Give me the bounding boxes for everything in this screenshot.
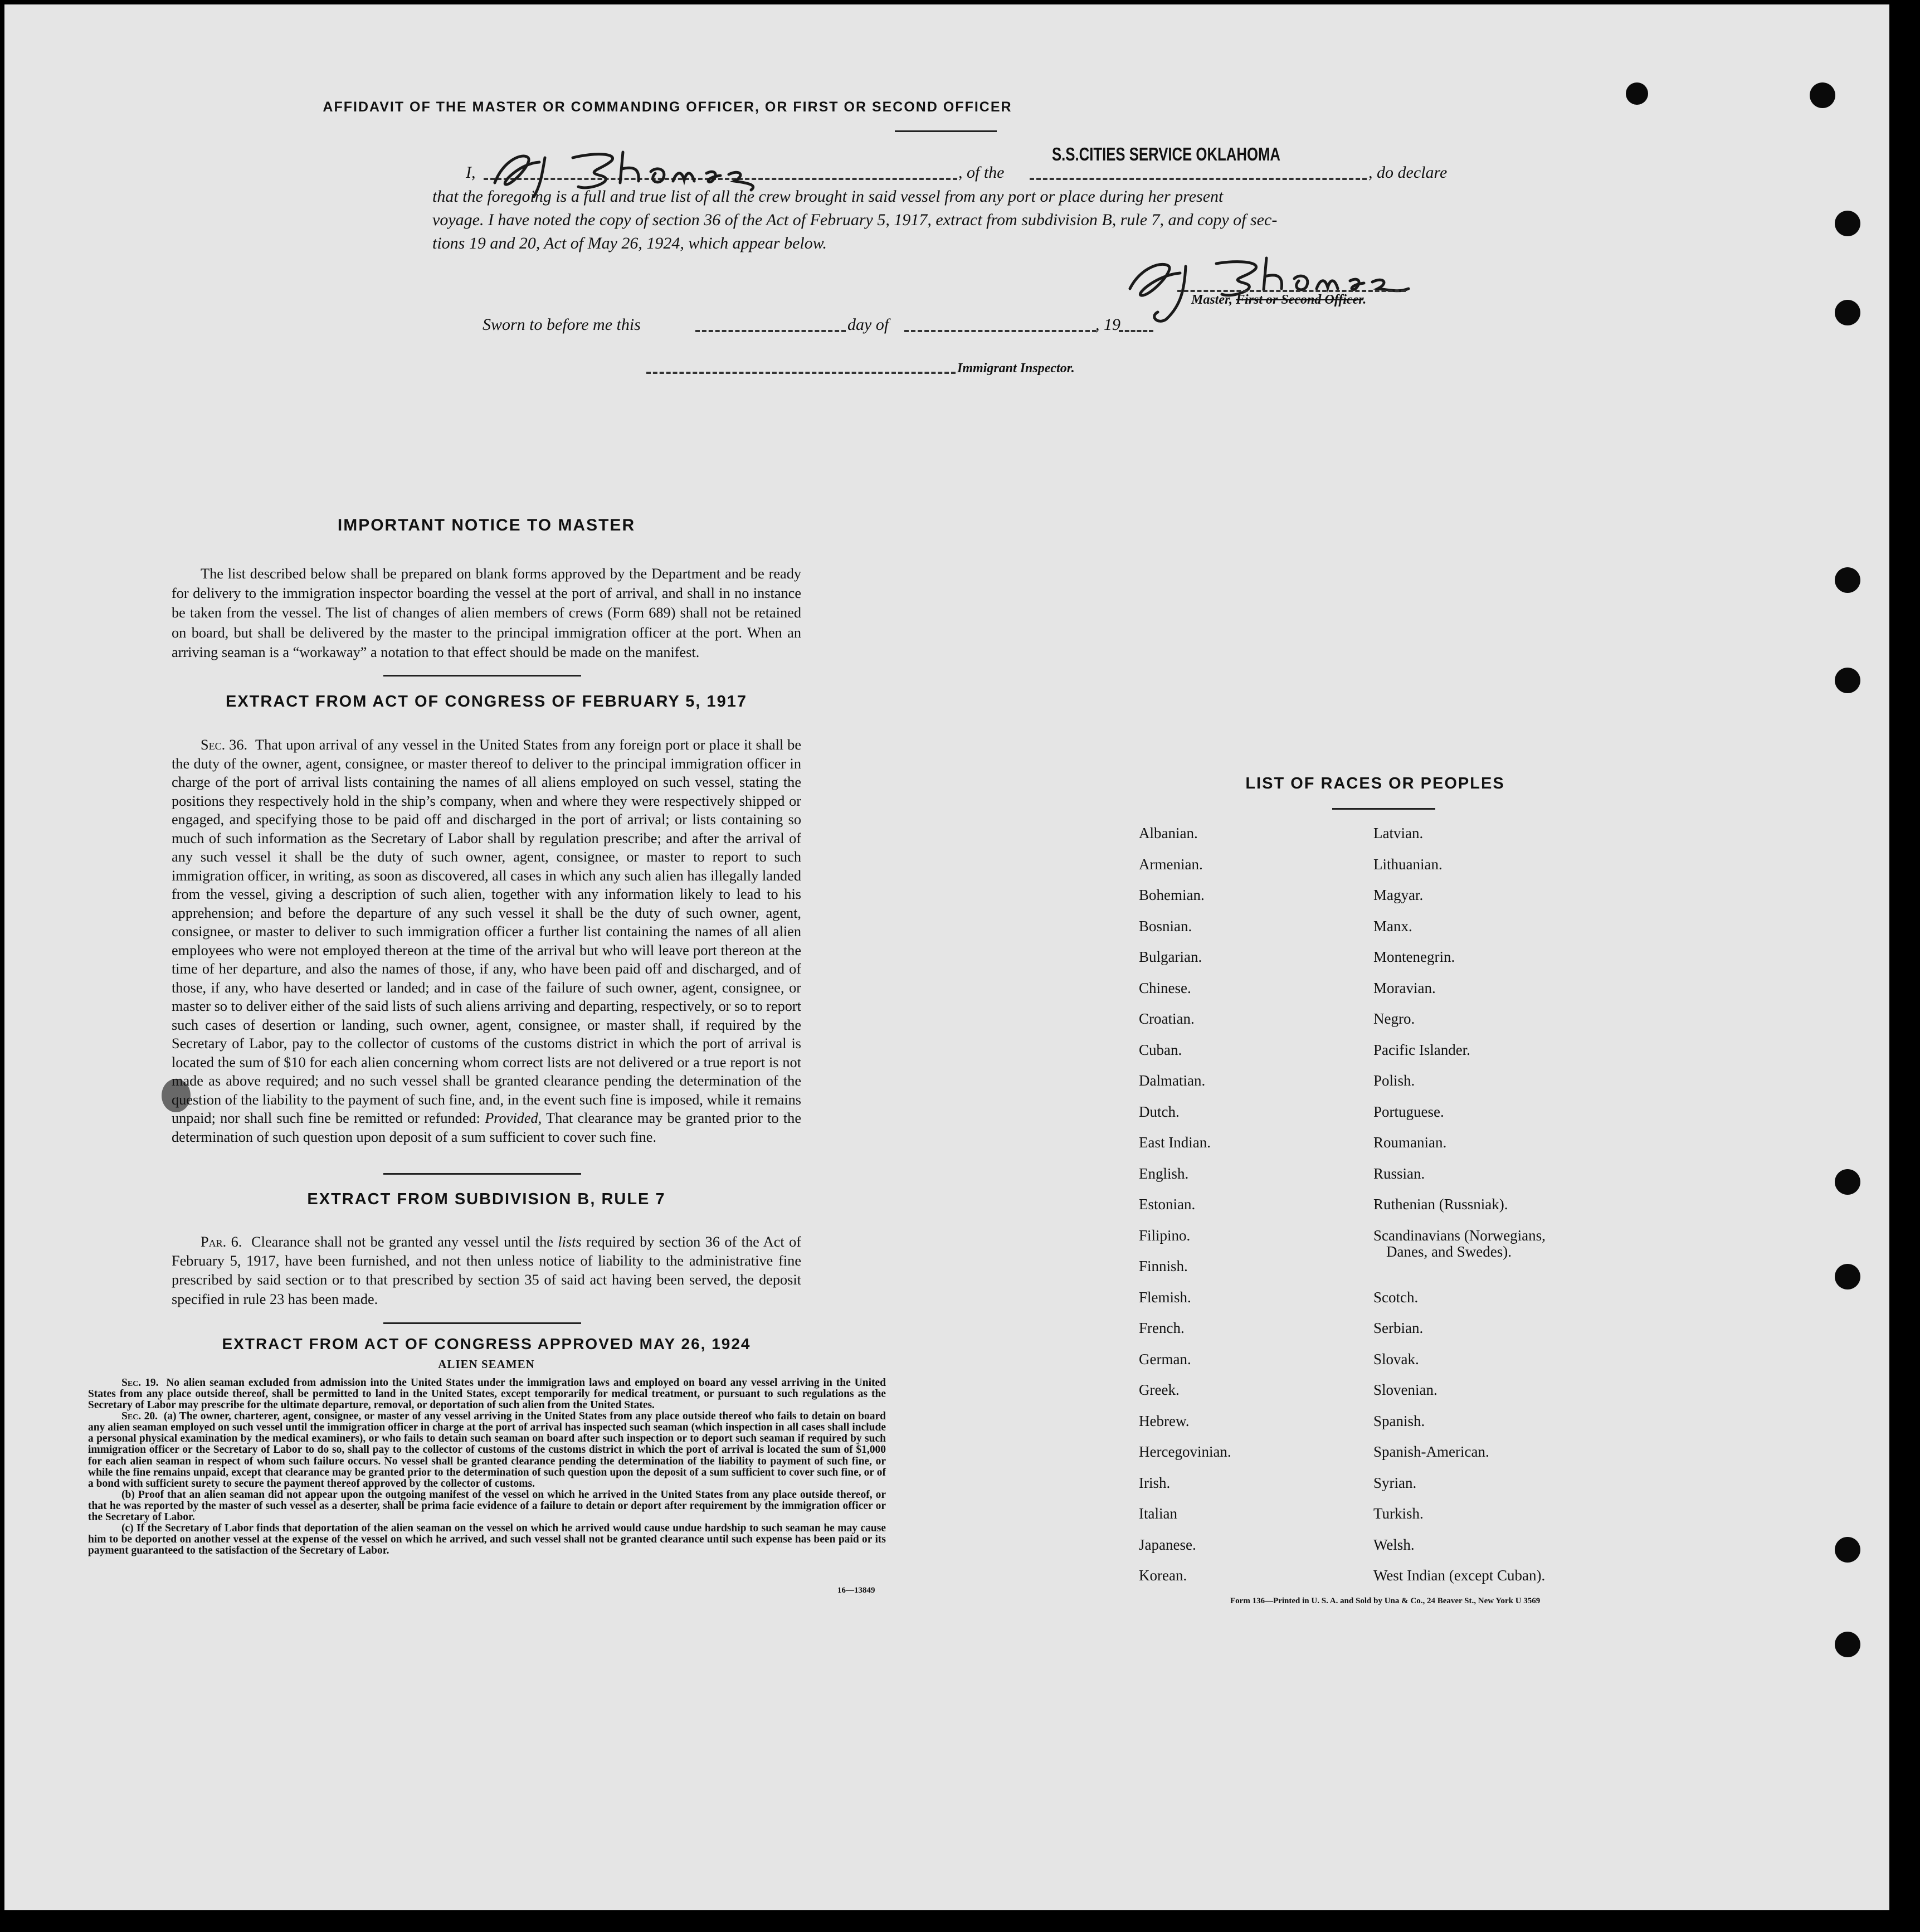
race-left: Bosnian. xyxy=(1139,918,1192,935)
race-left: Greek. xyxy=(1139,1381,1180,1398)
affidavit-of-the: , of the xyxy=(958,163,1005,182)
race-right: Portuguese. xyxy=(1373,1103,1444,1120)
punch-hole xyxy=(1835,567,1860,593)
affidavit-title: AFFIDAVIT OF THE MASTER OR COMMANDING OFFICER, OR FIRST OR SECOND OFFICER xyxy=(323,99,1012,115)
sec20a-paragraph xyxy=(88,1411,886,1490)
sec19-paragraph xyxy=(88,1378,886,1411)
rule7-lists: lists xyxy=(558,1234,582,1250)
race-left: Italian xyxy=(1139,1505,1177,1522)
sec20b-paragraph: (b) Proof that an alien seaman did not appear upon the outgoing manifest of the vessel on which he arrived in the United States from any place outside thereof, or that he was reported by the master of such vessel as a deserter, shall be prima facie evidence of a failure to detain or deport after requirement by the immigration officer or the Secretary of Labor. xyxy=(88,1488,886,1523)
divider xyxy=(895,130,997,132)
race-right: Serbian. xyxy=(1373,1320,1424,1336)
form-sheet xyxy=(4,4,1889,1910)
sec19-label: Sec. 19. xyxy=(121,1377,159,1389)
punch-hole xyxy=(1835,1169,1860,1195)
vessel-fill-line xyxy=(1030,178,1367,180)
rule7-text-b: required by section 36 of the Act of February 5, 1917, have been furnished, and not then unless notice of liability to the administrative fine prescribed by said section or to that prescribed by section 35 of said act having been served, the deposit specified in rule 23 has been made. xyxy=(172,1234,802,1307)
race-left: Estonian. xyxy=(1139,1196,1196,1213)
year-fill-line xyxy=(1119,330,1153,332)
year-prefix: , 19 xyxy=(1095,315,1120,334)
race-right: Slovenian. xyxy=(1373,1381,1437,1398)
race-left: Croatian. xyxy=(1139,1010,1195,1027)
race-left: Hebrew. xyxy=(1139,1413,1190,1429)
signer-role-struck: First or Second Officer xyxy=(1236,293,1363,307)
race-right: Scandinavians (Norwegians, xyxy=(1373,1227,1546,1244)
act1924-subtitle: ALIEN SEAMEN xyxy=(438,1357,535,1371)
race-left: French. xyxy=(1139,1320,1185,1336)
race-left: Japanese. xyxy=(1139,1536,1196,1553)
act1917-body xyxy=(172,736,801,1146)
race-right: Manx. xyxy=(1373,918,1412,935)
race-left: Hercegovinian. xyxy=(1139,1443,1231,1460)
sworn-label: Sworn to before me this xyxy=(483,315,641,334)
act1917-text-end: That clearance may be granted prior to the determination of such question upon deposit of a sum sufficient to cover such fine. xyxy=(172,1110,801,1145)
punch-hole xyxy=(1835,668,1860,693)
affidavit-line-3: voyage. I have noted the copy of section 36 of the Act of February 5, 1917, extract from subdivision B, rule 7, and copy of sec- xyxy=(432,211,1278,229)
punch-hole xyxy=(1835,211,1860,236)
sec20c-paragraph: (c) If the Secretary of Labor finds that deportation of the alien seaman on the vessel on which he arrived would cause undue hardship to such seaman he may cause him to be deported on another vessel at the expense of the vessel on which he arrived, and such vessel shall not be granted clearance until such expense has been paid or its payment guaranteed to the satisfaction of the Secretary of Labor. xyxy=(88,1522,886,1557)
punch-hole xyxy=(1835,1264,1860,1289)
race-left: Bohemian. xyxy=(1139,887,1205,903)
rule7-par-label: Par. 6. xyxy=(201,1234,242,1250)
notice-title: IMPORTANT NOTICE TO MASTER xyxy=(337,516,636,534)
divider xyxy=(383,675,581,677)
race-right: Scotch. xyxy=(1373,1289,1419,1306)
race-right: Moravian. xyxy=(1373,980,1436,996)
month-fill-line xyxy=(904,330,1097,332)
race-right: Danes, and Swedes). xyxy=(1386,1243,1512,1260)
affidavit-i-label: I, xyxy=(466,163,476,182)
sec19-text: No alien seaman excluded from admission into the United States under the immigration laws and employed on board any vessel arriving in the United States from any place outside thereof, shall be permitted to land in the United States, except temporarily for medical treatment, or pursuant to such regulations as the Secretary of Labor may prescribe for the ultimate departure, removal, or deportation of such alien from the United States. xyxy=(88,1377,886,1412)
punch-hole xyxy=(1835,300,1860,325)
signer-role-master: Master, xyxy=(1191,293,1236,307)
affidavit-line-4: tions 19 and 20, Act of May 26, 1924, which appear below. xyxy=(432,234,827,252)
race-left: Dutch. xyxy=(1139,1103,1180,1120)
notice-body: The list described below shall be prepared on blank forms approved by the Department and be ready for delivery to the immigration inspector boarding the vessel at the port of arrival, and shall in no instance be taken from the vessel. The list of changes of alien members of crews (Form 689) shall not be retained on board, but shall be delivered by the master to the principal immigration officer at the port. When an arriving seaman is a “workaway” a notation to that effect should be made on the manifest. xyxy=(172,566,801,660)
race-left: Flemish. xyxy=(1139,1289,1191,1306)
vessel-name: S.S.CITIES SERVICE OKLAHOMA xyxy=(1052,144,1280,164)
rule7-text-a: Clearance shall not be granted any vessel until the xyxy=(251,1234,553,1250)
race-right: West Indian (except Cuban). xyxy=(1373,1567,1546,1584)
master-signature xyxy=(1119,250,1448,328)
race-right: Spanish-American. xyxy=(1373,1443,1489,1460)
rule7-title: EXTRACT FROM SUBDIVISION B, RULE 7 xyxy=(307,1190,666,1208)
race-right: Magyar. xyxy=(1373,887,1424,903)
race-right: Spanish. xyxy=(1373,1413,1425,1429)
sec20-label: Sec. 20. xyxy=(121,1410,158,1423)
race-right: Slovak. xyxy=(1373,1351,1419,1368)
race-left: Filipino. xyxy=(1139,1227,1191,1244)
race-left: Cuban. xyxy=(1139,1042,1182,1058)
race-left: Dalmatian. xyxy=(1139,1072,1206,1089)
race-left: East Indian. xyxy=(1139,1134,1211,1151)
rule7-body xyxy=(172,1233,801,1309)
race-right: Lithuanian. xyxy=(1373,856,1443,873)
act1917-text: That upon arrival of any vessel in the United States from any foreign port or place it shall be the duty of the owner, agent, consignee, or master thereof to deliver to the principal immigration officer in charge of the port of arrival lists containing the names of all aliens employed on such vessel, stating the positions they respectively hold in the ship’s company, when and where they were respectively shipped or engaged, and specifying those to be paid off and discharged in the port of arrival; or lists containing so much of such information as the Secretary of Labor shall by regulation prescribe; and after the arrival of any such vessel it shall be the duty of such owner, agent, consignee, or master to report to such immigration officer, in writing, as soon as discovered, all cases in which any such alien has illegally landed from the vessel, giving a description of such alien, together with any information likely to lead to his apprehension; and before the departure of any such vessel it shall be the duty of such owner, agent, consignee, or master to deliver to such immigration officer a further list containing the names of all alien employees who were not employed thereon at the time of the arrival but who will leave port thereon at the time of her departure, and also the names of those, if any, who have been paid off and discharged, and of those, if any, who have deserted or landed; and in case of the failure of such owner, agent, consignee, or master so to deliver either of the said lists of such aliens arriving and departing, respectively, or so to report such cases of desertion or landing, such owner, agent, consignee, or master shall, if required by the Secretary of Labor, pay to the collector of customs of the customs district in which the port of arrival is located the sum of $10 for each alien concerning whom correct lists are not delivered or a true report is not made as above required; and no such vessel shall be granted clearance pending the determination of the question of the liability to the payment of such fine, and, in the event such fine is imposed, while it remains unpaid; nor shall such fine be remitted or refunded: xyxy=(172,737,802,1127)
affidavit-do-declare: , do declare xyxy=(1368,163,1448,182)
divider xyxy=(383,1173,581,1175)
race-left: Chinese. xyxy=(1139,980,1191,996)
act1917-provided: Provided, xyxy=(485,1110,542,1127)
signer-role-end: . xyxy=(1363,293,1367,307)
race-right: Negro. xyxy=(1373,1010,1415,1027)
divider xyxy=(383,1322,581,1324)
race-left: Armenian. xyxy=(1139,856,1203,873)
punch-hole xyxy=(1835,1632,1860,1657)
race-left: Korean. xyxy=(1139,1567,1187,1584)
act1924-title: EXTRACT FROM ACT OF CONGRESS APPROVED MAY 26, 1924 xyxy=(222,1335,751,1352)
inspector-fill-line xyxy=(646,372,956,374)
print-code: 16—13849 xyxy=(837,1586,875,1595)
day-fill-line xyxy=(695,330,846,332)
act1917-sec-label: Sec. 36. xyxy=(201,737,248,753)
signer-role xyxy=(1191,293,1366,308)
races-title: LIST OF RACES OR PEOPLES xyxy=(1245,775,1505,792)
act1924-body xyxy=(88,1378,886,1556)
race-right: Montenegrin. xyxy=(1373,948,1455,965)
punch-hole xyxy=(1626,82,1648,105)
inspector-label: Immigrant Inspector. xyxy=(957,361,1075,376)
race-right: Roumanian. xyxy=(1373,1134,1447,1151)
race-left: Albanian. xyxy=(1139,825,1198,841)
act1917-title: EXTRACT FROM ACT OF CONGRESS OF FEBRUARY 5, 1917 xyxy=(225,693,748,710)
day-of-label: day of xyxy=(847,315,889,334)
race-right: Turkish. xyxy=(1373,1505,1424,1522)
sec20a-text: (a) The owner, charterer, agent, consignee, or master of any vessel arriving in the United States from any place outside thereof who fails to detain on board any alien seaman employed on such vessel until the immigration officer in charge at the port of arrival has inspected such seaman (which inspection in all cases shall include a personal physical examination by the medical examiners), or who fails to detain such seaman on board after such inspection or to deport such seaman if required by such immigration officer or the Secretary of Labor to do so, shall pay to the collector of customs of the customs district in which the port of arrival is located the sum of $1,000 for each alien seaman in respect of whom such failure occurs. No vessel shall be granted clearance pending the determination of the liability to payment of such fine, or while the fine remains unpaid, except that clearance may be granted prior to the determination of such question upon the deposit of a sum sufficient to cover such fine, or of a bond with sufficient surety to secure the payment thereof approved by the collector of customs. xyxy=(88,1410,886,1490)
race-right: Ruthenian (Russniak). xyxy=(1373,1196,1508,1213)
race-left: Finnish. xyxy=(1139,1258,1188,1274)
race-right: Syrian. xyxy=(1373,1474,1417,1491)
divider xyxy=(1332,808,1435,810)
punch-hole xyxy=(1810,82,1835,108)
race-left: Irish. xyxy=(1139,1474,1171,1491)
punch-hole xyxy=(1835,1537,1860,1563)
signature-line xyxy=(1177,290,1406,292)
race-left: English. xyxy=(1139,1165,1189,1182)
race-right: Russian. xyxy=(1373,1165,1425,1182)
race-right: Polish. xyxy=(1373,1072,1415,1089)
race-left: German. xyxy=(1139,1351,1191,1368)
printer-imprint: Form 136—Printed in U. S. A. and Sold by Una & Co., 24 Beaver St., New York U 3569 xyxy=(1230,1597,1541,1605)
race-right: Latvian. xyxy=(1373,825,1424,841)
race-left: Bulgarian. xyxy=(1139,948,1202,965)
race-right: Pacific Islander. xyxy=(1373,1042,1470,1058)
affidavit-line-2: that the foregoing is a full and true list of all the crew brought in said vessel from any port or place during her present xyxy=(432,187,1224,206)
race-right: Welsh. xyxy=(1373,1536,1415,1553)
